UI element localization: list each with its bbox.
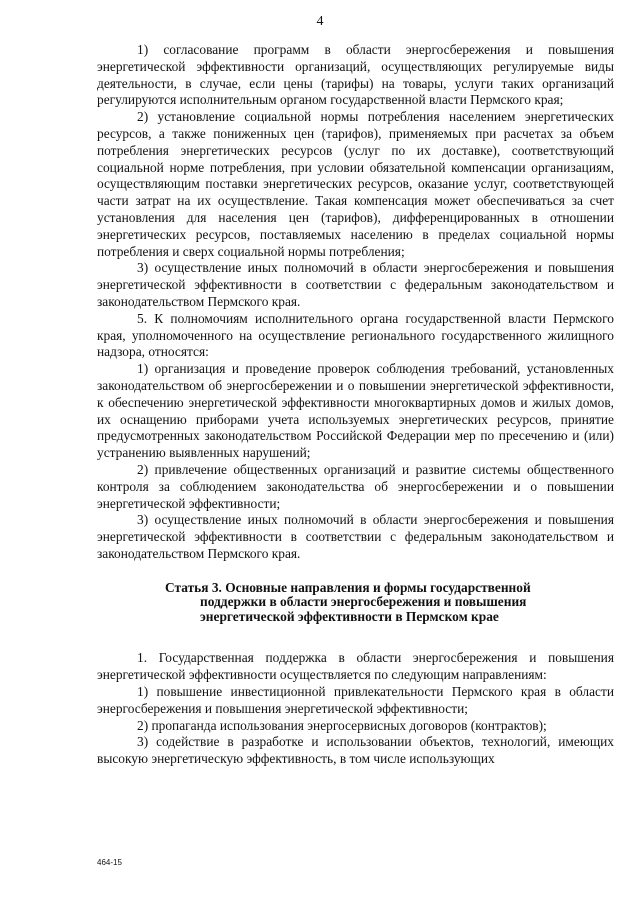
document-code: 464-15: [97, 858, 122, 867]
paragraph-9: 1) повышение инвестиционной привлекательности Пермского края в области энергосбережения и повышения энергетической эффективности;: [97, 684, 614, 716]
page-number: 4: [316, 14, 324, 29]
document-body: [97, 42, 614, 768]
article-heading-rest: поддержки в области энергосбережения и повышения энергетической эффективности в Пермском крае: [200, 594, 527, 624]
paragraph-5: 1) организация и проведение проверок соблюдения требований, установленных законодательством об энергосбережении и о повышении энергетической эффективности, к обеспечению энергетической эффективности многоквартирных домов и жилых домов, их оснащению приборами учета используемых энергетических ресурсов, принятие предусмотренных законодательством Российской Федерации мер по пресечению и (или) устранению выявленных нарушений;: [97, 361, 614, 461]
paragraph-6: 2) привлечение общественных организаций и развитие системы общественного контроля за соблюдением законодательства об энергосбережении и о повышении энергетической эффективности;: [97, 461, 614, 511]
paragraph-7: 3) осуществление иных полномочий в области энергосбережения и повышения энергетической эффективности в соответствии с федеральным законодательством и законодательством Пермского края.: [97, 512, 614, 561]
paragraph-4: 5. К полномочиям исполнительного органа государственной власти Пермского края, уполномоченного на осуществление регионального государственного жилищного надзора, относятся:: [97, 310, 614, 360]
paragraph-8: 1. Государственная поддержка в области энергосбережения и повышения энергетической эффективности осуществляется по следующим направлениям:: [97, 650, 614, 683]
paragraph-2: 2) установление социальной нормы потребления населением энергетических ресурсов, а также пониженных цен (тарифов), применяемых при расчетах за объем потребления энергетических ресурсов (услуг по их доставке), соответствующий социальной норме потребления, при условии обязательной компенсации организациям, осуществляющим поставки энергетических ресурсов, оказание услуг, соответствующей части затрат на их осуществление. Такая компенсация может обеспечиваться за счет установления для населения цен (тарифов), дифференцированных в отношении энергетических ресурсов, поставляемых населению в пределах социальной нормы потребления и сверх социальной нормы потребления;: [97, 109, 614, 259]
paragraph-1: 1) согласование программ в области энергосбережения и повышения энергетической эффективности организаций, осуществляющих регулируемые виды деятельности, в случае, если цены (тарифы) на товары, услуги таких организаций регулируются исполнительным органом государственной власти Пермского края;: [97, 42, 614, 108]
paragraph-3: 3) осуществление иных полномочий в области энергосбережения и повышения энергетической эффективности в соответствии с федеральным законодательством и законодательством Пермского края.: [97, 260, 614, 309]
paragraph-11: 3) содействие в разработке и использовании объектов, технологий, имеющих высокую энергетическую эффективность, в том числе использующих: [97, 734, 614, 767]
paragraph-10: 2) пропаганда использования энергосервисных договоров (контрактов);: [137, 717, 547, 733]
article-heading: [97, 581, 614, 625]
article-heading-line-1: Статья 3. Основные направления и формы государственной: [165, 579, 531, 595]
